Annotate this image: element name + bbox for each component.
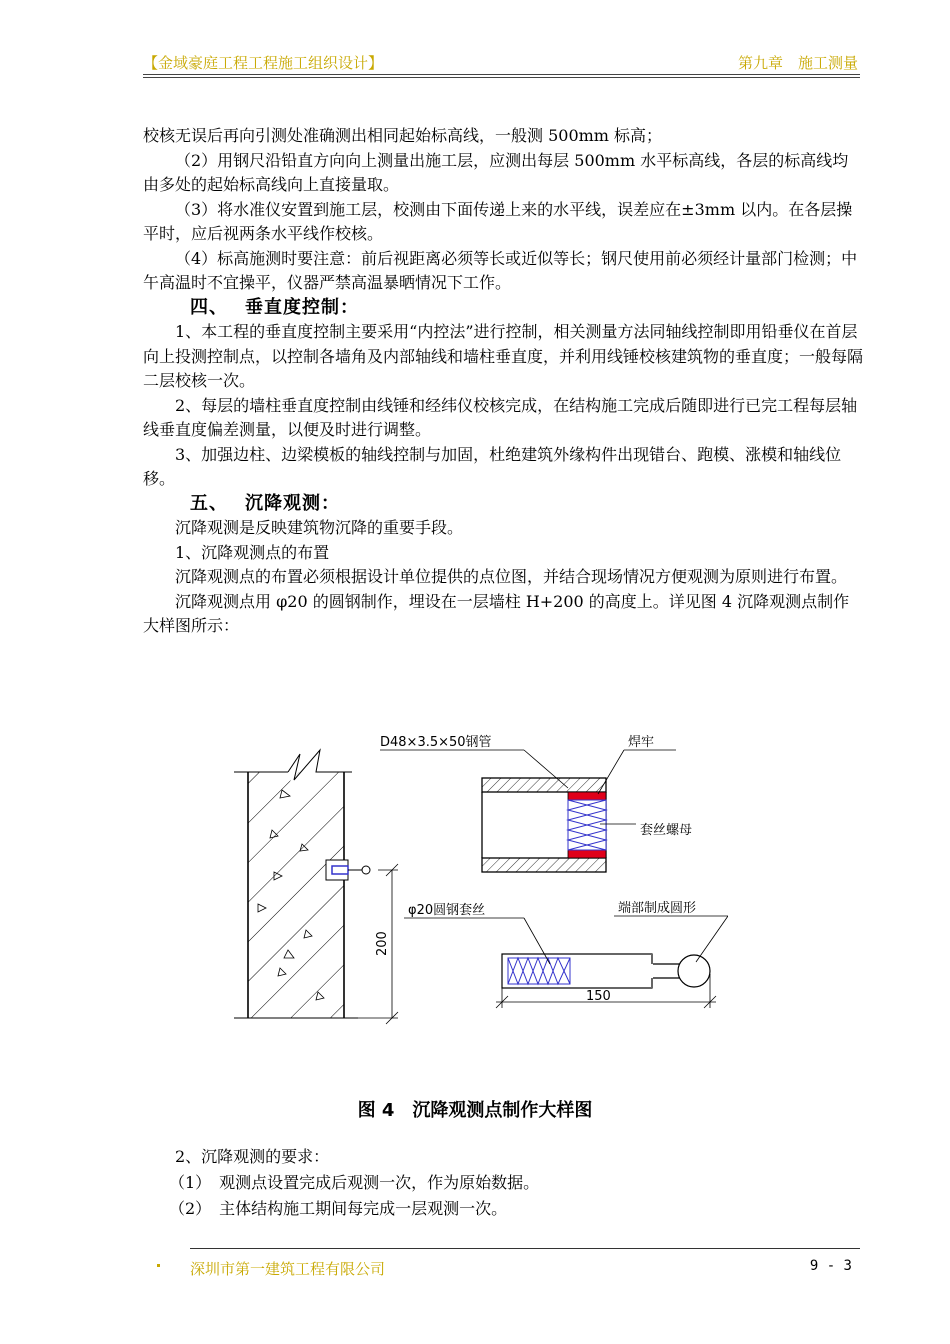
settlement-point-detail-drawing	[228, 724, 728, 1044]
steel-pipe	[482, 778, 606, 872]
paragraph: （2）用钢尺沿铅直方向向上测量出施工层，应测出每层 500mm 水平标高线，各层的标高线均由多处的起始标高线向上直接量取。	[143, 150, 849, 194]
requirement-item: （2） 主体结构施工期间每完成一层观测一次。	[169, 1199, 508, 1218]
label-pipe: D48×3.5×50钢管	[380, 735, 492, 750]
dim-length-label: 150	[586, 989, 611, 1004]
document-body	[143, 124, 863, 639]
threaded-rod	[496, 954, 716, 1008]
paragraph: 沉降观测是反映建筑物沉降的重要手段。	[175, 518, 464, 537]
section-heading-verticality	[143, 296, 863, 321]
paragraph: 1、沉降观测点的布置	[175, 542, 330, 562]
dim-height-label: 200	[375, 931, 390, 956]
requirement-item: （1） 观测点设置完成后观测一次，作为原始数据。	[169, 1173, 540, 1192]
paragraph: 沉降观测点用 φ20 的圆钢制作，埋设在一层墙柱 H+200 的高度上。详见图 4 沉降观测点制作大样图所示：	[143, 591, 850, 635]
height-dimension	[348, 864, 398, 1024]
header-doc-title: 【金域豪庭工程工程施工组织设计】	[143, 54, 384, 72]
footer-dot	[157, 1264, 160, 1267]
paragraph: 1、本工程的垂直度控制主要采用“内控法”进行控制，相关测量方法同轴线控制即用铅垂仪在首层向上投测控制点，以控制各墙角及内部轴线和墙柱垂直度，并利用线锤校核建筑物的垂直度；一般每隔二层校核一次。	[143, 322, 864, 390]
paragraph: 校核无误后再向引测处准确测出相同起始标高线，一般测 500mm 标高；	[143, 126, 663, 145]
section-heading-settlement	[143, 492, 863, 517]
requirements-block	[143, 1144, 863, 1222]
paragraph: 3、加强边柱、边梁模板的轴线控制与加固，杜绝建筑外缘构件出现错台、跑模、涨模和轴线位移。	[143, 444, 842, 488]
label-nut: 套丝螺母	[640, 823, 693, 838]
footer-rule	[190, 1248, 860, 1249]
section-number: 四、	[190, 296, 228, 318]
figure-caption: 图 4 沉降观测点制作大样图	[357, 1100, 593, 1121]
label-rod: φ20圆钢套丝	[408, 903, 486, 918]
header-rule-2	[143, 77, 860, 78]
wall-section	[234, 750, 370, 1018]
paragraph: （3）将水准仪安置到施工层，校测由下面传递上来的水平线，误差应在±3mm 以内。在各层操平时，应后视两条水平线作校核。	[143, 199, 853, 243]
header-chapter: 第九章 施工测量	[737, 54, 858, 72]
footer-company: 深圳市第一建筑工程有限公司	[190, 1260, 386, 1278]
label-round-end: 端部制成圆形	[618, 901, 697, 916]
section-number: 五、	[190, 492, 228, 514]
requirements-title: 2、沉降观测的要求：	[175, 1147, 330, 1166]
paragraph: 2、每层的墙柱垂直度控制由线锤和经纬仪校核完成，在结构施工完成后随即进行已完工程每层轴线垂直度偏差测量，以便及时进行调整。	[143, 395, 858, 439]
label-weld: 焊牢	[628, 735, 655, 750]
labels	[380, 734, 728, 964]
paragraph: 沉降观测点的布置必须根据设计单位提供的点位图，并结合现场情况方便观测为原则进行布置。	[175, 567, 848, 586]
paragraph: （4）标高施测时要注意：前后视距离必须等长或近似等长；钢尺使用前必须经计量部门检测；中午高温时不宜操平，仪器严禁高温暴晒情况下工作。	[143, 248, 858, 292]
header-rule	[143, 74, 860, 75]
page-number: 9 - 3	[809, 1258, 852, 1274]
section-title: 垂直度控制：	[245, 296, 359, 318]
section-title: 沉降观测：	[245, 492, 340, 514]
